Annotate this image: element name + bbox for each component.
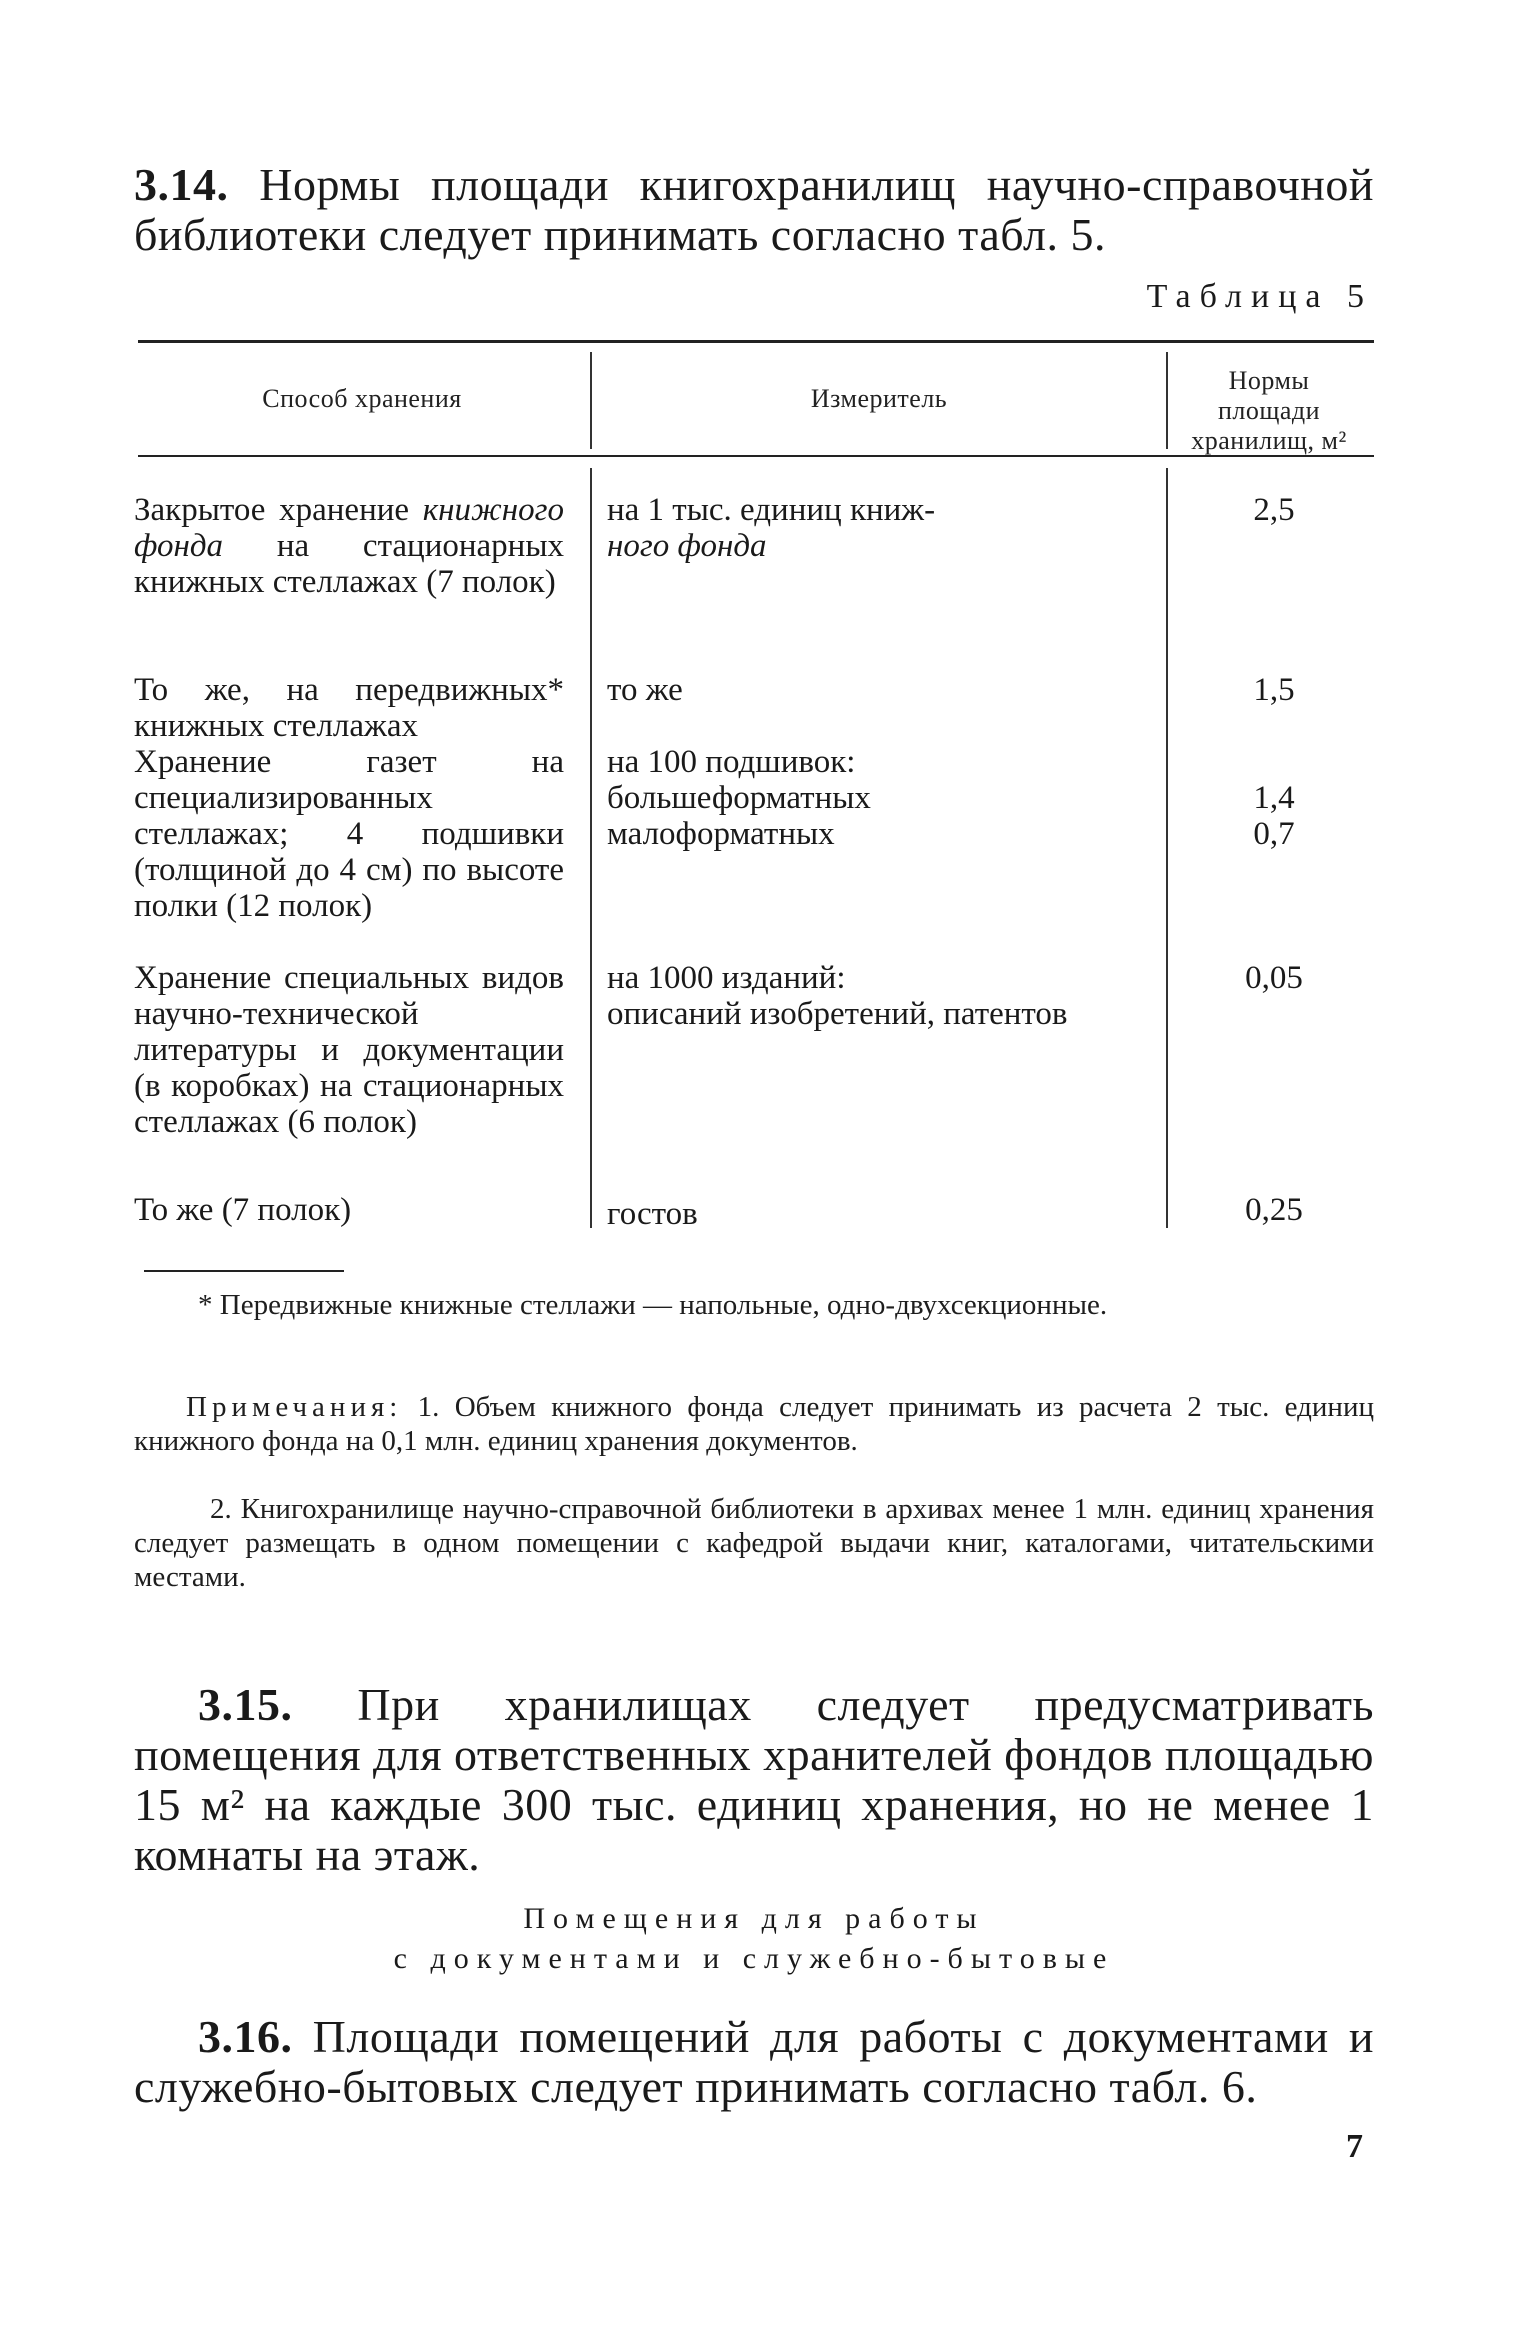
section-number: 3.16. [198, 2011, 293, 2062]
footnote: * Передвижные книжные стеллажи — напольные, одно-двухсекционные. [198, 1289, 1108, 1321]
column-divider-1 [590, 468, 592, 1228]
row1-method-part: Закрытое хранение [134, 492, 423, 528]
section-number: 3.15. [198, 1679, 293, 1730]
paragraph-3-16 [134, 2012, 1374, 2112]
row5-norm: 0,25 [1245, 1192, 1303, 1228]
row1-method-part: на стационарных книжных стеллажах (7 полок) [134, 528, 564, 600]
paragraph-text: При хранилищах следует предусматривать помещения для ответственных хранителей фондов площадью 15 м² на каждые 300 тыс. единиц хранения, но не менее 1 комнаты на этаж. [134, 1679, 1374, 1880]
row1-unit: на 1 тыс. единиц книж- ного фонда [607, 492, 936, 564]
footnote-rule [144, 1270, 344, 1272]
header-unit: Измеритель [810, 384, 948, 413]
paragraph-text: Площади помещений для работы с документами и служебно-бытовых следует принимать согласно табл. 6. [134, 2011, 1374, 2112]
row3-method: Хранение газет на специализированных стеллажах; 4 подшивки (толщиной до 4 см) по высоте полки (12 полок) [134, 744, 564, 924]
row1-method [134, 492, 564, 600]
row5-unit: гостов [607, 1196, 698, 1232]
row5-method: То же (7 полок) [134, 1192, 352, 1228]
table-caption: Таблица 5 [1146, 278, 1373, 315]
header-method: Способ хранения [262, 384, 462, 413]
row4-method: Хранение специальных видов научно-технической литературы и документации (в коробках) на стационарных стеллажах (6 полок) [134, 960, 564, 1140]
note-1 [134, 1390, 1374, 1458]
row2-method: То же, на передвижных* книжных стеллажах [134, 672, 564, 744]
paragraph-text: Нормы площади книгохранилищ научно-справочной библиотеки следует принимать согласно табл. 5. [134, 159, 1374, 260]
row1-method-italic: книжного фонда [134, 492, 564, 564]
table-top-rule [138, 340, 1374, 343]
row4-unit: на 1000 изданий: описаний изобретений, патентов [607, 960, 1068, 1032]
paragraph-3-14 [134, 160, 1374, 260]
row1-unit-part: на 1 тыс. единиц книж [607, 492, 925, 528]
row1-unit-italic: ного фонда [607, 528, 767, 564]
row3-unit: на 100 подшивок: большеформатных малоформатных [607, 744, 871, 852]
note-2: 2. Книгохранилище научно-справочной библиотеки в архивах менее 1 млн. единиц хранения следует размещать в одном помещении с кафедрой выдачи книг, каталогами, читательскими местами. [134, 1493, 1374, 1593]
section-number: 3.14. [134, 159, 229, 210]
notes-label: Примечания: [186, 1391, 403, 1423]
row4-norm: 0,05 [1245, 960, 1303, 996]
header-norm: Нормы площади хранилищ, м² [1191, 366, 1347, 455]
page-number: 7 [1346, 2128, 1363, 2165]
header-divider-2 [1166, 352, 1168, 449]
note-1-text: 1. Объем книжного фонда следует принимать из расчета 2 тыс. единиц книжного фонда на 0,1 млн. единиц хранения документов. [134, 1391, 1374, 1457]
paragraph-3-15 [134, 1680, 1374, 1880]
row3-norm: 1,4 0,7 [1253, 780, 1295, 852]
subheading-line-2: с документами и служебно-бытовые [393, 1942, 1115, 1975]
row2-unit: то же [607, 672, 683, 708]
table-5 [134, 340, 1374, 1240]
row2-norm: 1,5 [1253, 672, 1295, 708]
subheading-line-1: Помещения для работы [523, 1902, 985, 1935]
row1-norm: 2,5 [1253, 492, 1295, 528]
